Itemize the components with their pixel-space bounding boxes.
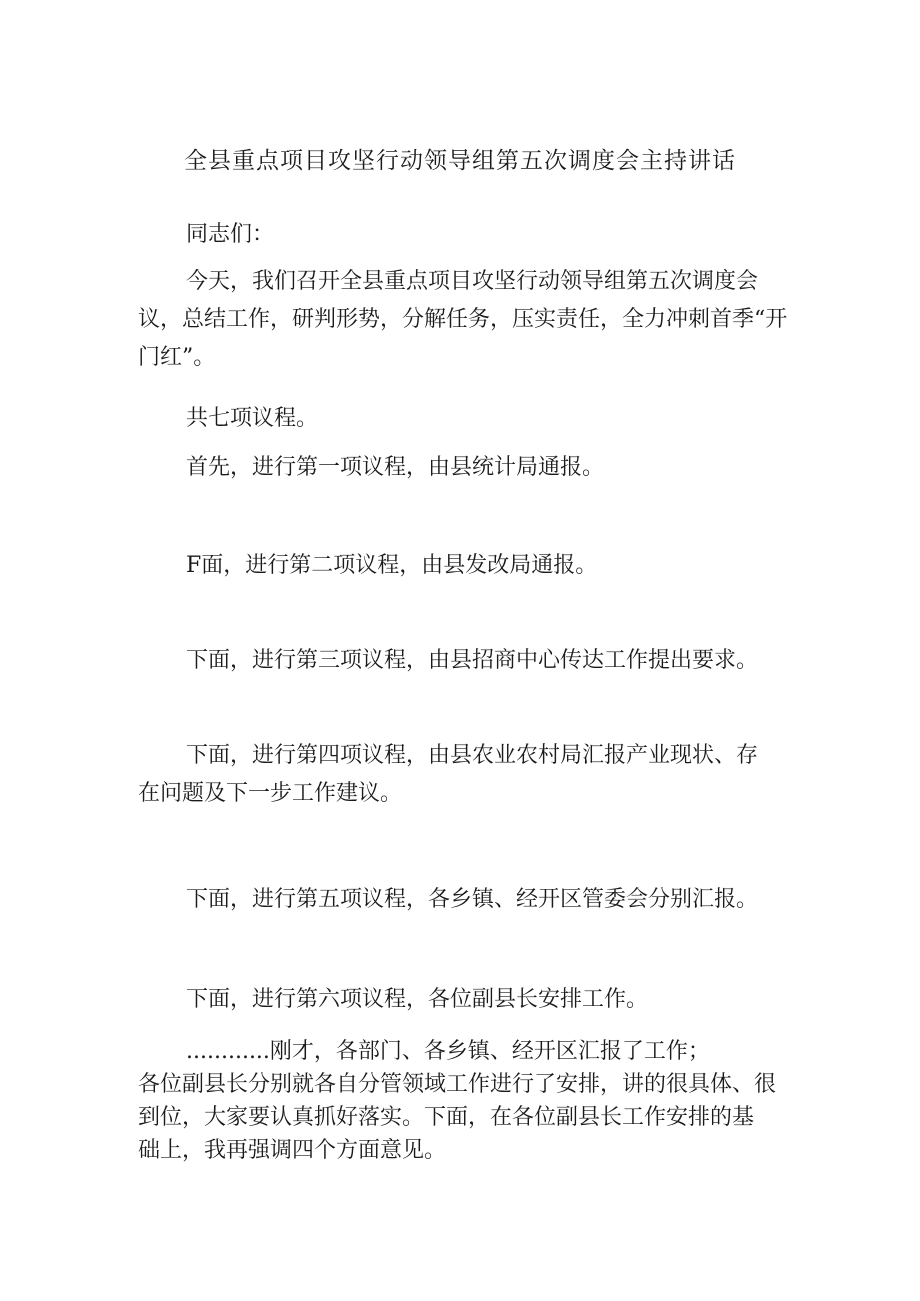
closing-line-3: 到位，大家要认真抓好落实。下面，在各位副县长工作安排的基	[138, 1105, 755, 1130]
salutation-text: 同志们：	[186, 222, 275, 247]
agenda-item-3-text: 下面，进行第三项议程，由县招商中心传达工作提出要求。	[186, 648, 759, 673]
document-title: 全县重点项目攻坚行动领导组第五次调度会主持讲话	[184, 148, 736, 174]
closing-line-1: ............刚才，各部门、各乡镇、经开区汇报了工作；	[186, 1039, 710, 1064]
agenda-item-1	[138, 449, 838, 487]
agenda-item-4-line-2: 在问题及下一步工作建议。	[138, 781, 403, 806]
salutation	[138, 216, 838, 254]
agenda-item-4-line-1: 下面，进行第四项议程，由县农业农村局汇报产业现状、存	[186, 743, 759, 768]
agenda-item-5-text: 下面，进行第五项议程，各乡镇、经开区管委会分别汇报。	[186, 887, 759, 912]
agenda-count-text: 共七项议程。	[186, 406, 319, 431]
closing-line-4: 础上，我再强调四个方面意见。	[138, 1138, 447, 1163]
opening-line-2: 议，总结工作，研判形势，分解任务，压实责任，全力冲刺首季“开	[138, 307, 788, 332]
agenda-count	[138, 400, 838, 438]
opening-line-3: 门红”。	[138, 345, 216, 370]
closing-line-2: 各位副县长分别就各自分管领域工作进行了安排，讲的很具体、很	[138, 1072, 777, 1097]
opening-paragraph	[138, 263, 790, 377]
agenda-item-2	[138, 547, 838, 585]
agenda-item-2-text: F面，进行第二项议程，由县发改局通报。	[186, 553, 598, 578]
agenda-item-6-text: 下面，进行第六项议程，各位副县长安排工作。	[186, 987, 649, 1012]
opening-line-1: 今天，我们召开全县重点项目攻坚行动领导组第五次调度会	[186, 269, 759, 294]
closing-paragraph	[138, 1035, 790, 1167]
agenda-item-6	[138, 981, 838, 1019]
agenda-item-3	[138, 642, 838, 680]
agenda-item-1-text: 首先，进行第一项议程，由县统计局通报。	[186, 455, 605, 480]
agenda-item-4	[138, 737, 790, 813]
agenda-item-5	[138, 881, 838, 919]
